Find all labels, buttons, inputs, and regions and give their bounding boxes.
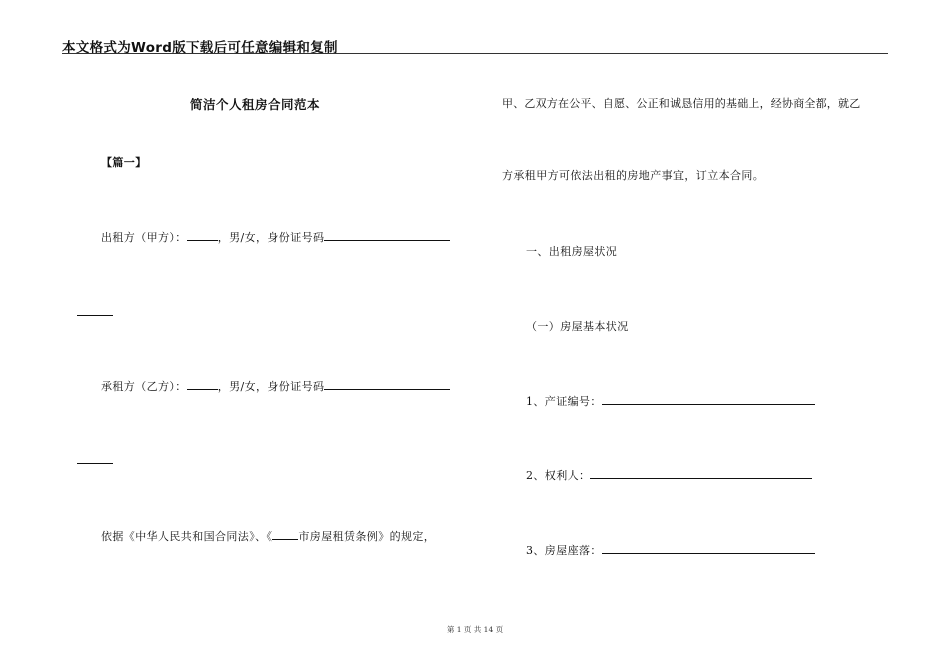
item-certificate-label: 1、产证编号： [526,395,602,408]
basis-pre: 依据《中华人民共和国合同法》、《 [101,530,273,543]
header-divider [62,53,888,54]
rights-holder-blank [590,467,812,479]
item-house-location-label: 3、房屋座落： [526,544,602,557]
city-blank [272,528,298,540]
lessor-name-blank [187,229,218,241]
lessor-id-blank-continued [77,315,113,316]
item-rights-holder [526,467,812,483]
lessor-line [101,229,450,245]
lessee-mid-text: ，男/女，身份证号码 [217,380,325,393]
heading-basic-status: （一）房屋基本状况 [526,320,629,333]
house-location-blank [602,542,815,554]
document-header: 本文格式为Word版下载后可任意编辑和复制 [62,40,338,56]
lessor-mid-text: ，男/女，身份证号码 [217,231,325,244]
lessor-label: 出租方（甲方）： [101,231,187,244]
para1-line2: 方承租甲方可依法出租的房地产事宜，订立本合同。 [502,169,765,182]
lessee-line [101,378,450,394]
para1-line1: 甲、乙双方在公平、自愿、公正和诚恳信用的基础上，经协商全都，就乙 [502,97,861,110]
page-footer: 第 1 页 共 14 页 [446,625,504,634]
lessee-label: 承租方（乙方）： [101,380,187,393]
lessee-name-blank [187,378,218,390]
item-certificate-no [526,393,815,409]
item-rights-holder-label: 2、权利人： [526,469,591,482]
lessee-id-blank [324,378,450,390]
section-heading: 【篇一】 [101,156,147,169]
basis-post: 市房屋租赁条例》的规定， [298,530,436,543]
lessor-id-blank [324,229,450,241]
basis-line [101,528,435,544]
certificate-blank [602,393,815,405]
heading-rental-status: 一、出租房屋状况 [526,245,618,258]
item-house-location [526,542,815,558]
document-title: 简洁个人租房合同范本 [190,97,321,112]
lessee-id-blank-continued [77,463,113,464]
